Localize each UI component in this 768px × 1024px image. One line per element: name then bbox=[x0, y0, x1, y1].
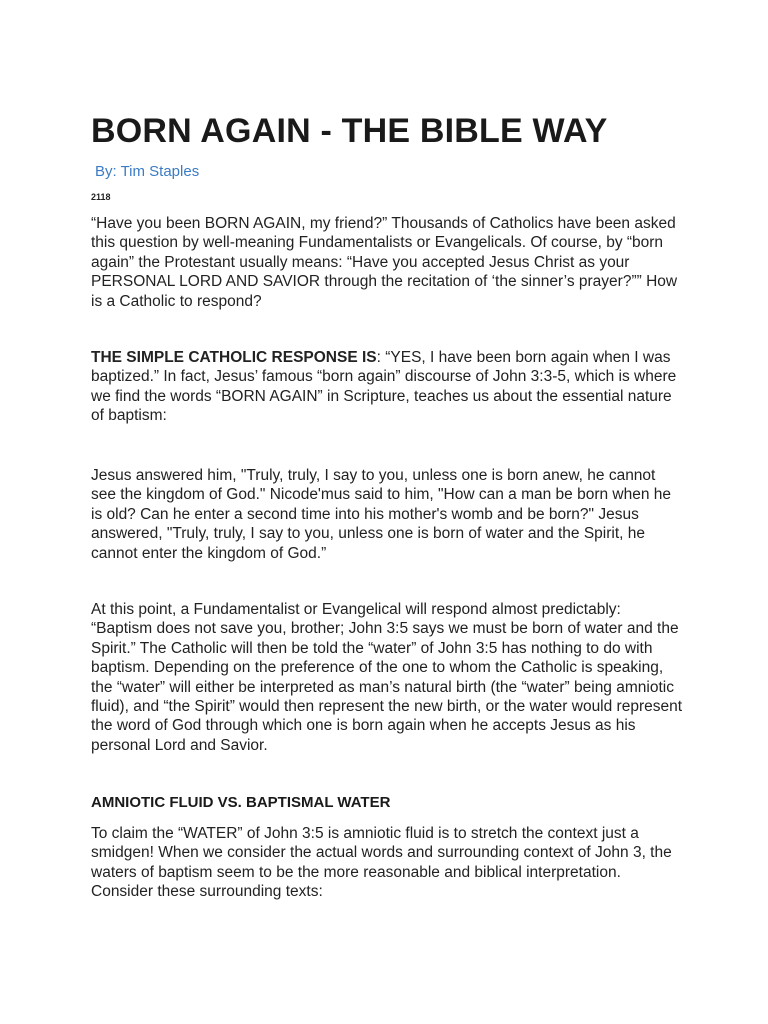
page-title: BORN AGAIN - THE BIBLE WAY bbox=[91, 112, 608, 150]
author-byline: By: Tim Staples bbox=[95, 163, 200, 180]
catholic-response-lead: THE SIMPLE CATHOLIC RESPONSE IS bbox=[91, 349, 377, 366]
section-heading: AMNIOTIC FLUID VS. BAPTISMAL WATER bbox=[91, 794, 391, 811]
catholic-response-text: : “YES, I have been born again when I was baptized.” In fact, Jesus’ famous “born again” discourse of John 3:3-5, which is where we find the words “BORN AGAIN” in Scripture, teaches us about the essential nature of baptism: bbox=[91, 349, 677, 425]
catholic-response-paragraph bbox=[91, 348, 683, 426]
amniotic-paragraph: To claim the “WATER” of John 3:5 is amniotic fluid is to stretch the context just a smidgen! When we consider the actual words and surrounding context of John 3, the waters of baptism seem to be the more reasonable and biblical interpretation. Consider these surrounding texts: bbox=[91, 825, 672, 901]
fundamentalist-response-paragraph: At this point, a Fundamentalist or Evangelical will respond almost predictably: “Baptism does not save you, brother; John 3:5 says we must be born of water and the Spirit.” The Catholic will then be told the “water” of John 3:5 has nothing to do with baptism. Depending on the preference of the one to whom the Catholic is speaking, the “water” will either be interpreted as man’s natural birth (the “water” being amniotic fluid), and “the Spirit” would then represent the new birth, or the water would represent the word of God through which one is born again when he accepts Jesus as his personal Lord and Savior. bbox=[91, 601, 683, 754]
intro-paragraph: “Have you been BORN AGAIN, my friend?” Thousands of Catholics have been asked this question by well-meaning Fundamentalists or Evangelicals. Of course, by “born again” the Protestant usually means: “Have you accepted Jesus Christ as your PERSONAL LORD AND SAVIOR through the recitation of ‘the sinner’s prayer?”” How is a Catholic to respond? bbox=[91, 215, 678, 310]
scripture-quote-paragraph: Jesus answered him, "Truly, truly, I say to you, unless one is born anew, he cannot see the kingdom of God." Nicode'mus said to him, "How can a man be born when he is old? Can he enter a second time into his mother's womb and be born?" Jesus answered, "Truly, truly, I say to you, unless one is born of water and the Spirit, he cannot enter the kingdom of God.” bbox=[91, 467, 672, 562]
document-code: 2118 bbox=[91, 192, 111, 202]
